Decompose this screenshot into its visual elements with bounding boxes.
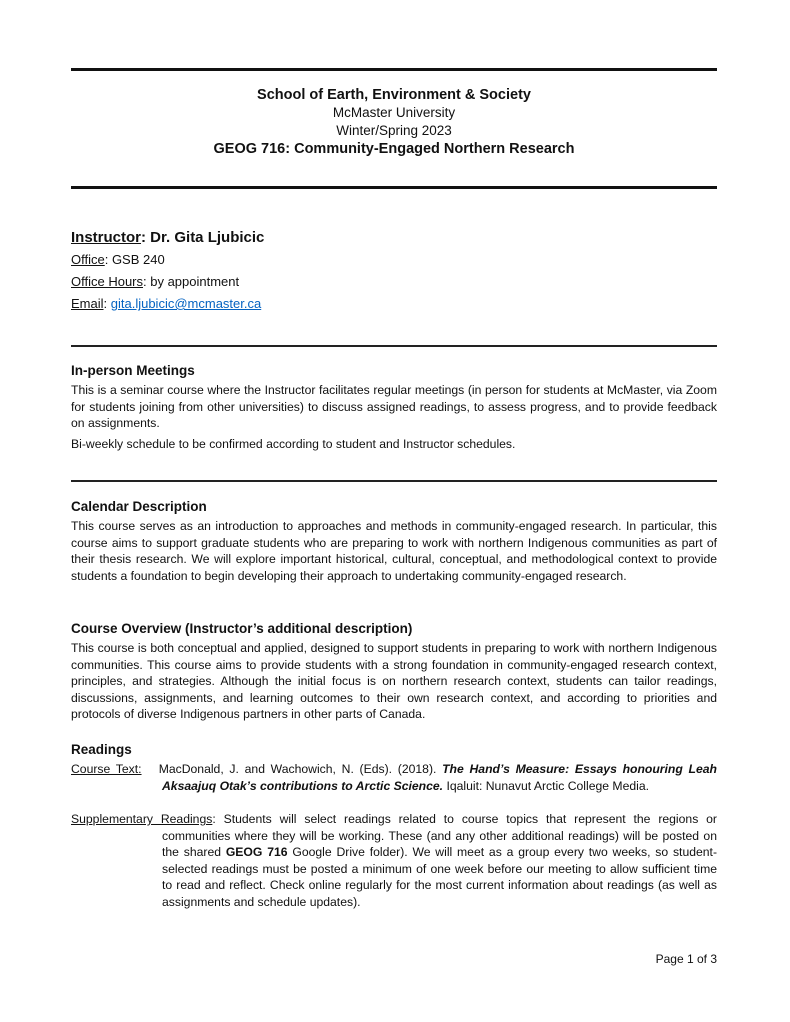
page-number: Page 1 of 3 [655,952,717,966]
document-header [71,86,717,158]
readings-section [71,741,717,910]
office-label: Office [71,252,105,267]
email-label: Email [71,296,104,311]
supplementary-text-part1: : Students will select readings related to course topics that represent the regions or communities where they will be working. These (and any other additional readings) will be posted on the shared [162,812,717,859]
office-line [71,251,717,269]
school-name: School of Earth, Environment & Society [257,87,531,103]
calendar-paragraph: This course serves as an introduction to approaches and methods in community-engaged research. In particular, this course aims to support graduate students who are preparing to work with northern Indigenous communities as part of their thesis research. We will explore important historical, cultural, conceptual, and methodological context to provide students a foundation to begin developing their approach to undertaking community-engaged research. [71,519,717,583]
course-text-authors: MacDonald, J. and Wachowich, N. (Eds). (2018). [158,762,443,776]
supplementary-text-part2: Google Drive folder). We will meet as a group every two weeks, so student-selected readings must be posted a minimum of one week before our meeting to allow sufficient time to read and reflect. Check online regularly for the most current information about readings (as well as assignments and schedule updates). [162,845,717,909]
instructor-line [71,228,717,248]
office-hours-value: : by appointment [143,274,240,289]
supplementary-readings-entry [71,811,717,910]
in-person-paragraph: This is a seminar course where the Instructor facilitates regular meetings (in person for students at McMaster, via Zoom for students joining from other universities) to discuss assigned readings, to assess progress, and to provide feedback on assignments. [71,383,717,430]
in-person-meetings-section [71,362,717,452]
course-text-entry [71,761,717,794]
term: Winter/Spring 2023 [336,123,452,138]
course-text-publisher: Iqaluit: Nunavut Arctic College Media. [443,778,650,793]
calendar-heading: Calendar Description [71,499,207,514]
email-line [71,295,717,313]
instructor-info [71,228,717,317]
course-overview-section [71,620,717,723]
overview-heading: Course Overview (Instructor’s additional description) [71,621,413,636]
section-divider [71,345,717,347]
supplementary-course-code: GEOG 716 [225,845,288,859]
in-person-schedule-note: Bi-weekly schedule to be confirmed according to student and Instructor schedules. [71,436,516,451]
readings-heading: Readings [71,742,132,757]
header-bottom-rule [71,186,717,189]
section-divider [71,480,717,482]
course-title: GEOG 716: Community-Engaged Northern Research [213,141,575,157]
email-separator: : [103,296,111,311]
office-value: : GSB 240 [104,252,165,267]
office-hours-line [71,273,717,291]
header-top-rule [71,68,717,71]
office-hours-label: Office Hours [71,274,144,289]
instructor-name: : Dr. Gita Ljubicic [141,229,265,246]
course-text-title: The Hand’s Measure: Essays honouring Leah Aksaajuq Otak’s contributions to Arctic Science. [162,762,717,793]
in-person-heading: In-person Meetings [71,363,195,378]
university-name: McMaster University [332,105,456,120]
calendar-description-section [71,498,717,584]
instructor-label: Instructor [71,229,142,246]
supplementary-readings-label: Supplementary Readings [71,812,213,826]
course-text-label: Course Text: [71,762,142,776]
email-link[interactable]: gita.ljubicic@mcmaster.ca [110,296,262,311]
overview-paragraph: This course is both conceptual and applied, designed to support students in preparing to work with northern Indigenous communities. This course aims to provide students with a strong foundation in community-engaged research context, principles, and strategies. Although the initial focus is on northern research context, students can tailor readings, discussions, assignments, and learning outcomes to their own research context, and according to priorities and protocols of diverse Indigenous partners in other parts of Canada. [71,641,717,721]
